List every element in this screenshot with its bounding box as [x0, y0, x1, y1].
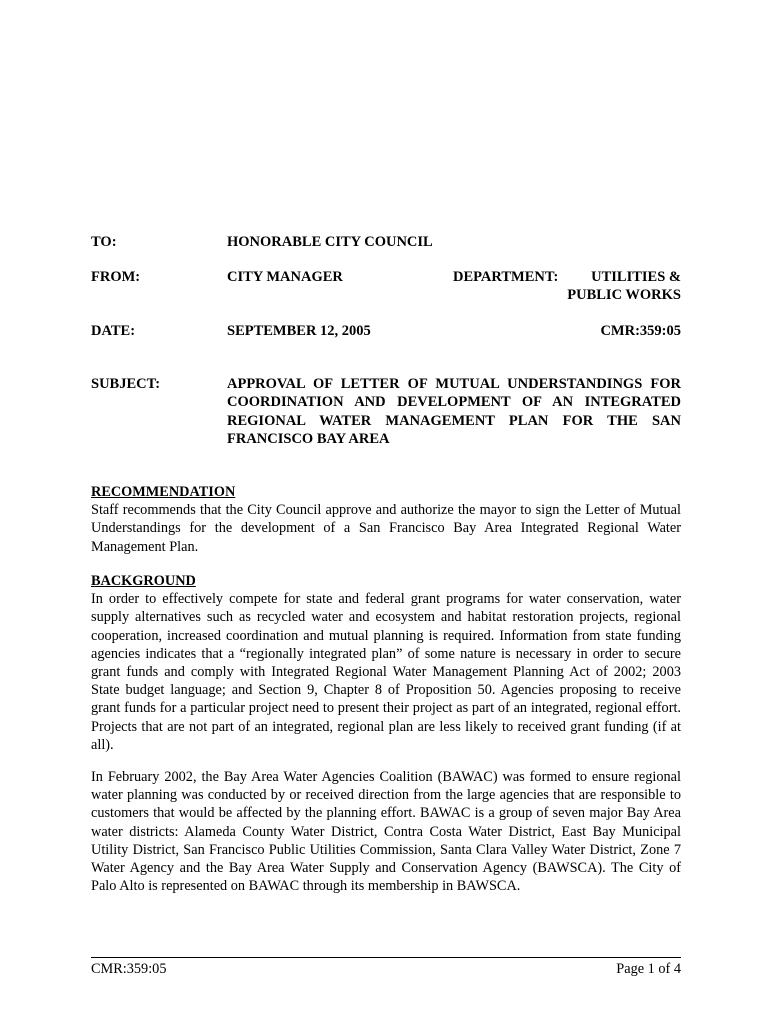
page-number: Page 1 of 4 — [616, 961, 681, 977]
to-label: TO: — [91, 234, 117, 250]
department-label: DEPARTMENT: — [453, 269, 559, 285]
background-paragraph-2: In February 2002, the Bay Area Water Agencies Coalition (BAWAC) was formed to ensure regional water planning was conducted by or received direction from the large agencies that are responsible to customers that would be affected by the planning effort. BAWAC is a group of seven major Bay Area water districts: Alameda County Water District, Contra Costa Water District, East Bay Municipal Utility District, San Francisco Public Utilities Commission, Santa Clara Valley Water District, Zone 7 Water Agency and the Bay Area Water Supply and Conservation Agency (BAWSCA). The City of Palo Alto is represented on BAWAC through its membership in BAWSCA. — [91, 769, 681, 895]
to-value: HONORABLE CITY COUNCIL — [227, 234, 433, 250]
subject-label: SUBJECT: — [91, 376, 161, 392]
date-value: SEPTEMBER 12, 2005 — [227, 323, 371, 339]
background-heading: BACKGROUND — [91, 573, 196, 589]
subject-row — [91, 375, 681, 455]
subject-value: APPROVAL OF LETTER OF MUTUAL UNDERSTANDINGS FOR COORDINATION AND DEVELOPMENT OF AN INTEGRATED REGIONAL WATER MANAGEMENT PLAN FOR THE SAN FRANCISCO BAY AREA — [227, 376, 681, 448]
background-paragraph-2-block — [91, 768, 681, 895]
department-block — [453, 268, 681, 304]
footer-cmr: CMR:359:05 — [91, 961, 167, 977]
department-value-line2: PUBLIC WORKS — [567, 287, 681, 303]
from-label: FROM: — [91, 269, 141, 285]
from-value: CITY MANAGER — [227, 269, 343, 285]
background-paragraph-1: In order to effectively compete for state and federal grant programs for water conservation, water supply alternatives such as recycled water and ecosystem and habitat restoration projects, regional cooperation, increased coordination and mutual planning is required. Information from state funding agencies indicates that a “regionally integrated plan” of some nature is necessary in order to secure grant funds and comply with Integrated Regional Water Management Planning Act of 2002; 2003 State budget language; and Section 9, Chapter 8 of Proposition 50. Agencies proposing to receive grant funds for a particular project need to present their project as part of an integrated, regional effort. Projects that are not part of an integrated, regional plan are less likely to received grant funding (if at all). — [91, 591, 681, 753]
recommendation-heading: RECOMMENDATION — [91, 484, 236, 500]
background-section — [91, 572, 681, 754]
cmr-number: CMR:359:05 — [600, 323, 681, 339]
from-row — [91, 268, 681, 308]
recommendation-text: Staff recommends that the City Council approve and authorize the mayor to sign the Letter of Mutual Understandings for the development of a San Francisco Bay Area Integrated Regional Water Management Plan. — [91, 502, 681, 555]
department-value-line1: UTILITIES & — [591, 269, 681, 285]
date-label: DATE: — [91, 323, 136, 339]
footer-divider — [91, 957, 681, 958]
recommendation-section — [91, 483, 681, 556]
